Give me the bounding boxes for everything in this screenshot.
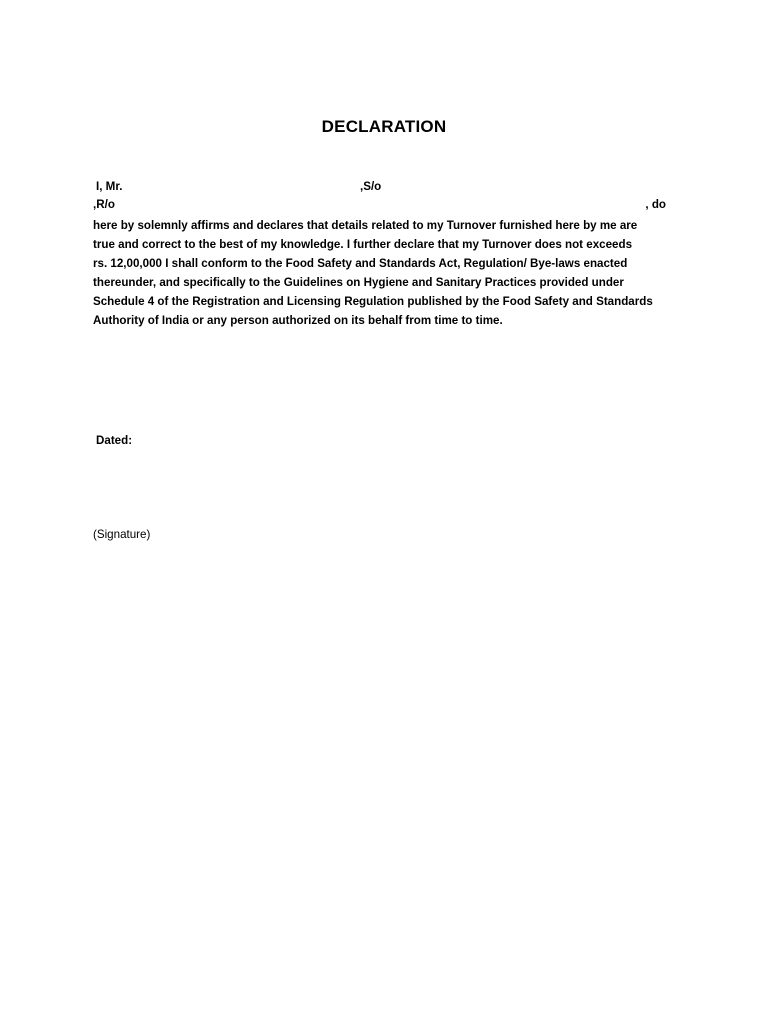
body-line: here by solemnly affirms and declares that details related to my Turnover furnished here by me are (93, 219, 638, 232)
body-line: Authority of India or any person authorized on its behalf from time to time. (93, 314, 503, 327)
do-label: , do (645, 198, 666, 211)
body-line: true and correct to the best of my knowledge. I further declare that my Turnover does not exceeds (93, 238, 633, 251)
body-line: rs. 12,00,000 I shall conform to the Food Safety and Standards Act, Regulation/ Bye-laws enacted (93, 257, 628, 270)
body-line: thereunder, and specifically to the Guidelines on Hygiene and Sanitary Practices provided under (93, 276, 624, 289)
residence-line (93, 197, 666, 213)
declaration-body (93, 216, 673, 330)
dated-label: Dated: (96, 434, 133, 447)
body-line: Schedule 4 of the Registration and Licensing Regulation published by the Food Safety and Standards (93, 295, 653, 308)
declarant-name-line (96, 179, 382, 195)
son-of-label: ,S/o (360, 180, 382, 193)
residence-prefix: ,R/o (93, 198, 115, 211)
name-prefix: I, Mr. (96, 180, 123, 193)
document-title: DECLARATION (321, 117, 447, 136)
signature-label: (Signature) (93, 528, 151, 541)
